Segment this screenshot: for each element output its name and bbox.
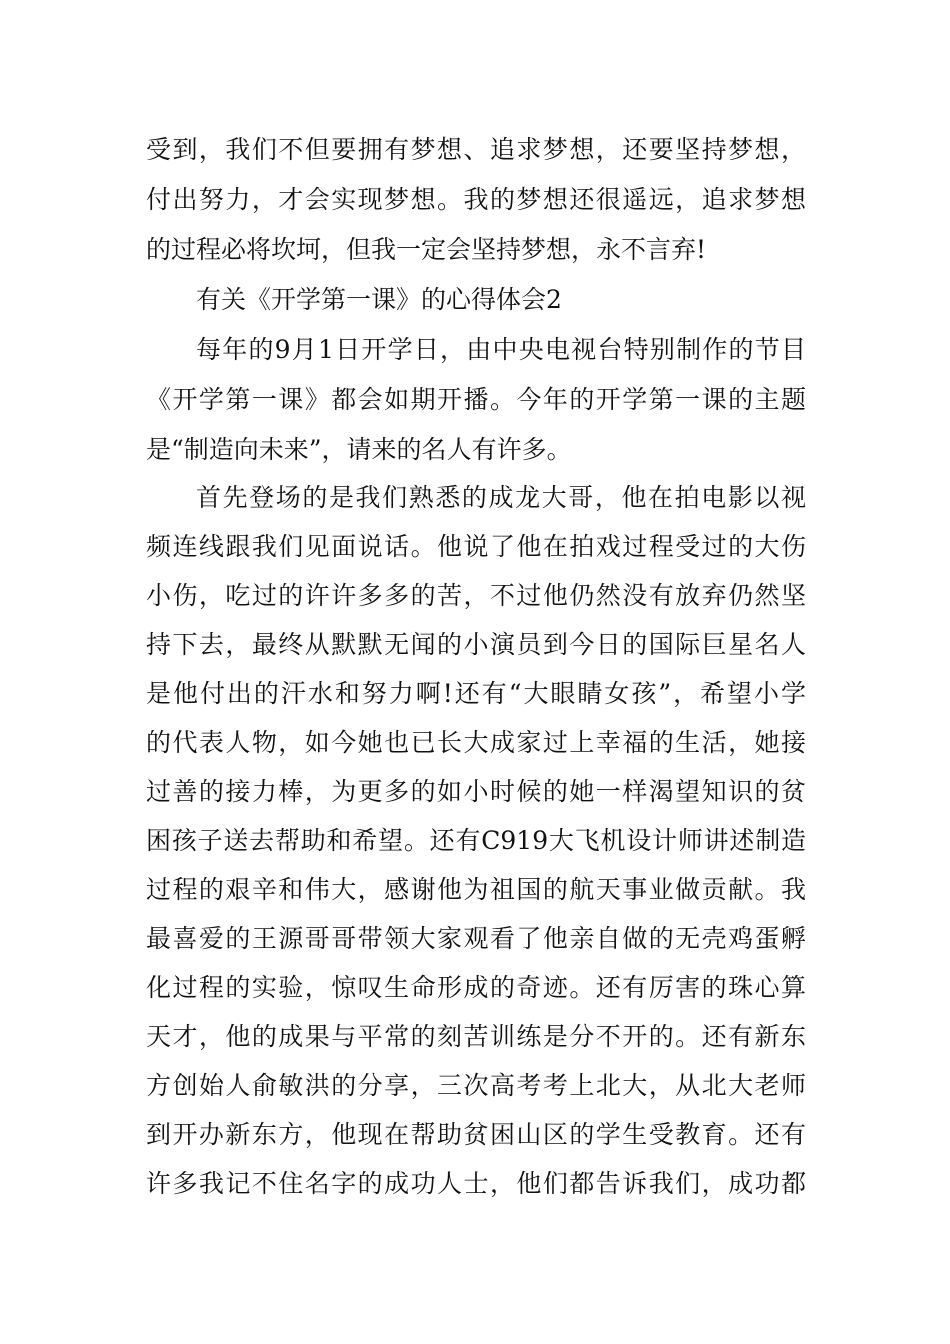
- paragraph-line: 持下去，最终从默默无闻的小演员到今日的国际巨星名人: [146, 630, 806, 659]
- paragraph-line: 化过程的实验，惊叹生命形成的奇迹。还有厉害的珠心算: [146, 973, 806, 1002]
- paragraph-line: 的过程必将坎坷，但我一定会坚持梦想，永不言弃!: [146, 235, 707, 264]
- paragraph-line: 频连线跟我们见面说话。他说了他在拍戏过程受过的大伤: [146, 532, 806, 561]
- paragraph-line: 小伤，吃过的许许多多的苦，不过他仍然没有放弃仍然坚: [146, 581, 806, 610]
- paragraph-line: 过程的艰辛和伟大，感谢他为祖国的航天事业做贡献。我: [146, 875, 806, 904]
- paragraph-line: 困孩子送去帮助和希望。还有C919大飞机设计师讲述制造: [146, 826, 806, 855]
- paragraph-line: 到开办新东方，他现在帮助贫困山区的学生受教育。还有: [146, 1120, 806, 1149]
- paragraph-line: 是他付出的汗水和努力啊!还有“大眼睛女孩”，希望小学: [146, 679, 806, 708]
- paragraph-line: 付出努力，才会实现梦想。我的梦想还很遥远，追求梦想: [146, 185, 806, 214]
- paragraph-line: 许多我记不住名字的成功人士，他们都告诉我们，成功都: [146, 1169, 806, 1198]
- paragraph-line: 方创始人俞敏洪的分享，三次高考考上北大，从北大老师: [146, 1071, 806, 1100]
- paragraph-line: 每年的9月1日开学日，由中央电视台特别制作的节目: [196, 335, 806, 364]
- paragraph-line: 受到，我们不但要拥有梦想、追求梦想，还要坚持梦想，: [146, 135, 806, 164]
- paragraph-line: 最喜爱的王源哥哥带领大家观看了他亲自做的无壳鸡蛋孵: [146, 924, 806, 953]
- paragraph-line: 首先登场的是我们熟悉的成龙大哥，他在拍电影以视: [196, 483, 806, 512]
- paragraph-line: 《开学第一课》都会如期开播。今年的开学第一课的主题: [146, 385, 806, 414]
- paragraph-line: 过善的接力棒，为更多的如小时候的她一样渴望知识的贫: [146, 777, 806, 806]
- paragraph-line: 天才，他的成果与平常的刻苦训练是分不开的。还有新东: [146, 1022, 806, 1051]
- section-heading: 有关《开学第一课》的心得体会2: [196, 285, 562, 314]
- paragraph-line: 的代表人物，如今她也已长大成家过上幸福的生活，她接: [146, 728, 806, 757]
- paragraph-line: 是“制造向未来”，请来的名人有许多。: [146, 435, 572, 464]
